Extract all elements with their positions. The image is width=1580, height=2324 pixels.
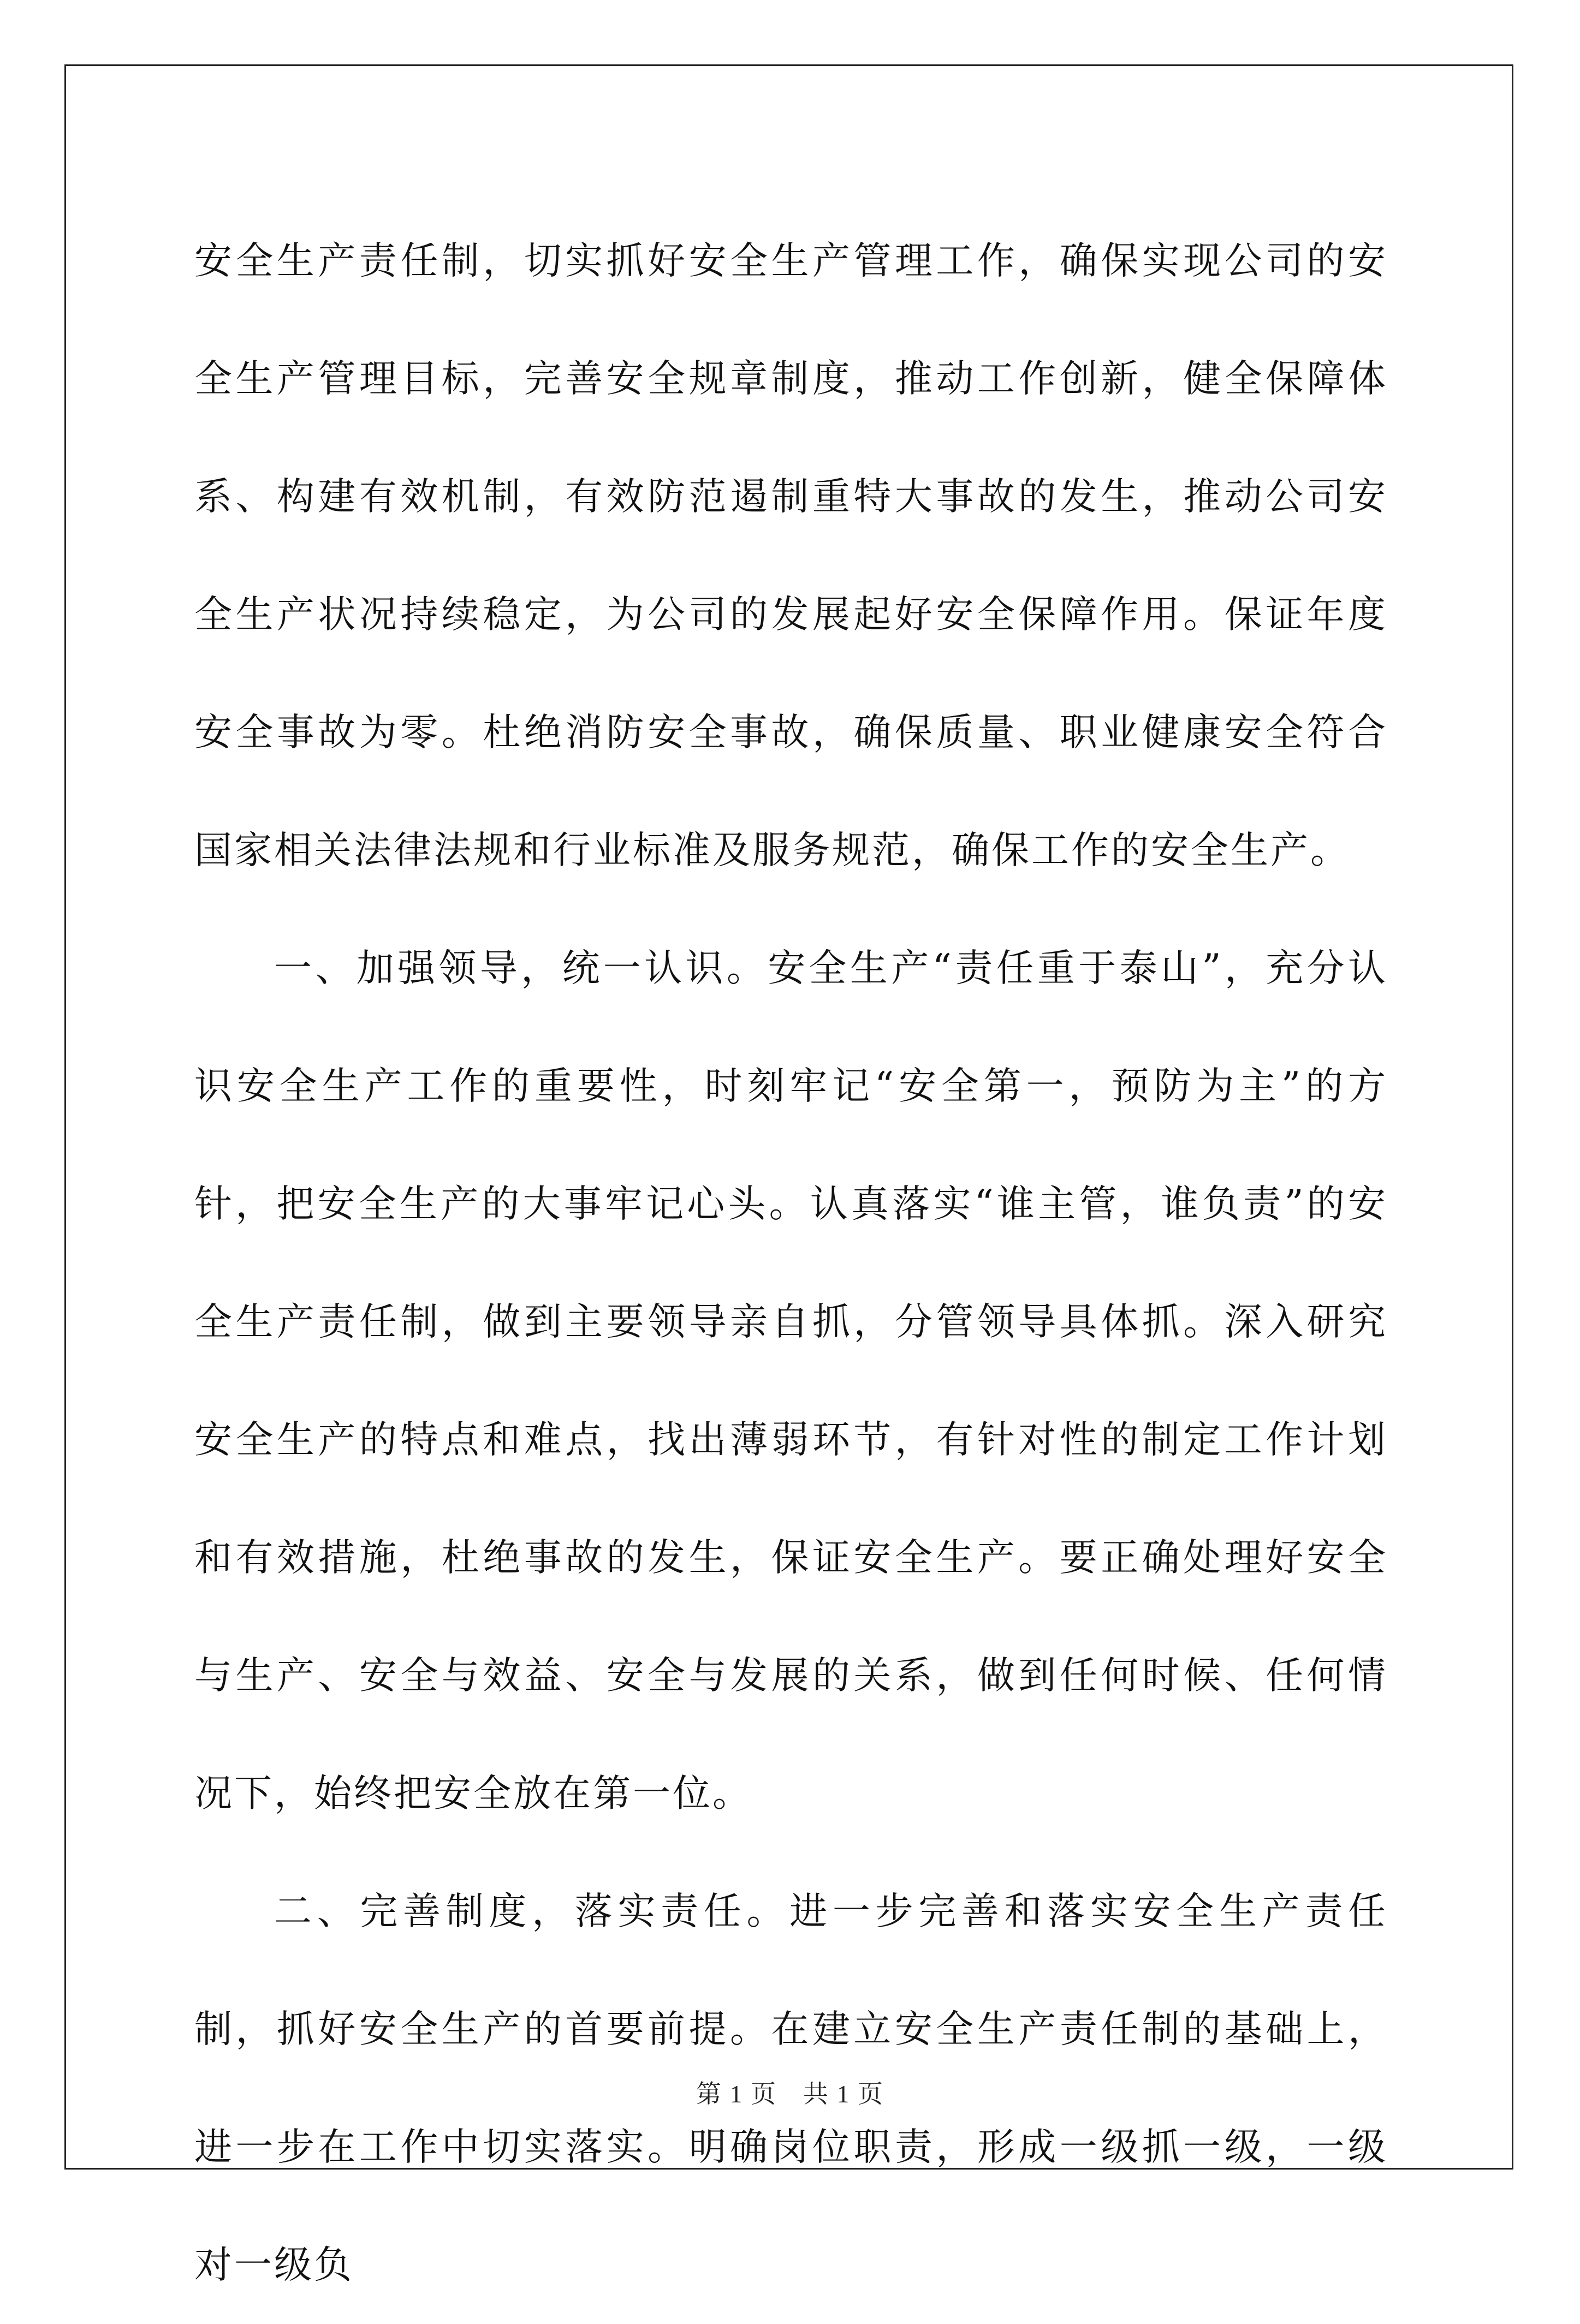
document-body xyxy=(194,202,1388,2324)
paragraph-section-2: 二、完善制度，落实责任。进一步完善和落实安全生产责任制，抓好安全生产的首要前提。在建立安全生产责任制的基础上，进一步在工作中切实落实。明确岗位职责，形成一级抓一级，一级对一级负 xyxy=(194,1890,1388,2287)
page-footer: 第 1 页 共 1 页 xyxy=(696,2080,884,2108)
paragraph-section-1: 一、加强领导，统一认识。安全生产“责任重于泰山”，充分认识安全生产工作的重要性，时刻牢记“安全第一，预防为主”的方针，把安全生产的大事牢记心头。认真落实“谁主管，谁负责”的安全生产责任制，做到主要领导亲自抓，分管领导具体抓。深入研究安全生产的特点和难点，找出薄弱环节，有针对性的制定工作计划和有效措施，杜绝事故的发生，保证安全生产。要正确处理好安全与生产、安全与效益、安全与发展的关系，做到任何时候、任何情况下，始终把安全放在第一位。 xyxy=(194,946,1388,1815)
paragraph-intro: 安全生产责任制，切实抓好安全生产管理工作，确保实现公司的安全生产管理目标，完善安全规章制度，推动工作创新，健全保障体系、构建有效机制，有效防范遏制重特大事故的发生，推动公司安全生产状况持续稳定，为公司的发展起好安全保障作用。保证年度安全事故为零。杜绝消防安全事故，确保质量、职业健康安全符合国家相关法律法规和行业标准及服务规范，确保工作的安全生产。 xyxy=(194,239,1388,872)
